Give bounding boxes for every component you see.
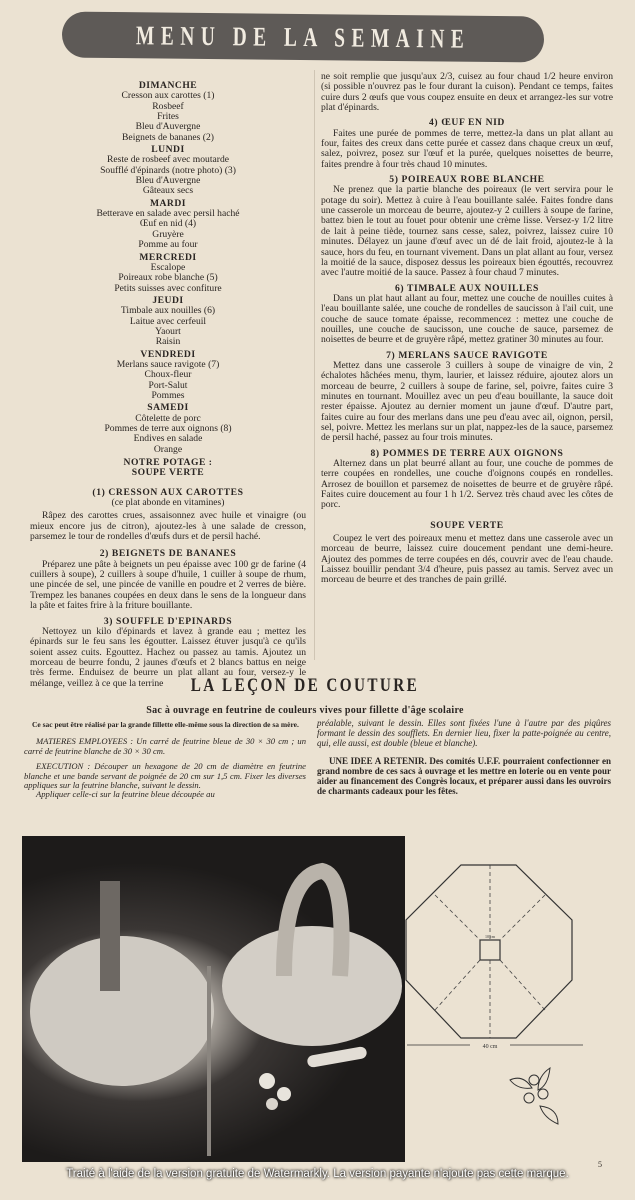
recipe-subtitle: (ce plat abonde en vitamines) [111, 497, 225, 509]
menu-item: Pommes [151, 389, 185, 401]
potage-heading: NOTRE POTAGE : [123, 457, 213, 469]
recipe-body: Ne prenez que la partie blanche des poireaux (le vert servira pour le potage du soir). Mettez à cuire à l'eau bouillante salée. Faites fondre dans une casserole un morceau de beurre, ajoutez-y 2 cuillers à soupe de farine, battez bien le tout au fouet pour obtenir une crème lisse. Versez-y 1/2 litre de lait à peine tiède, tournez sans cesse, salez, poivrez, laissez cuire 10 minutes. Délayez un jaune d'œuf avec un dé de lait froid, ajoutez-le à la sauce, hors du feu, en tournant vivement. Dans un plat allant au four, versez la moitié de la sauce, disposez dessus les poireaux bien égouttés, recouvrez avec l'autre moitié de la sauce. Passez à four chaud 7 minutes. [321, 184, 613, 279]
couture-subtitle: Sac à ouvrage en feutrine de couleurs vives pour fillette d'âge scolaire [146, 705, 464, 716]
menu-item: Gâteaux secs [142, 185, 194, 197]
menu-item: Gruyère [152, 228, 184, 240]
recipe-body: Dans un plat haut allant au four, mettez une couche de nouilles cuites à l'eau bouillante salée, une couche de rondelles de saucisson à l'ail cuit, une couche de sauce tomate épaisse, recommencez : mettez une couche de nouilles, une couche de saucisson, une couche de sauce, parsemez de noisettes de beurre et de gruyère râpé, mettez gratiner 30 minutes au four. [321, 292, 613, 346]
day-heading: MARDI [149, 197, 187, 209]
watermark-notice: Traité à l'aide de la version gratuite de Watermarkly. La version payante n'ajoute pas cette marque. [66, 1168, 569, 1180]
menu-item: Pommes de terre aux oignons (8) [104, 423, 232, 434]
day-heading: VENDREDI [140, 348, 196, 360]
menu-item: Pomme au four [138, 239, 198, 251]
couture-execution: EXECUTION : Découper un hexagone de 20 cm de diamètre en feutrine blanche et une bande servant de poignée de 20 cm sur 1,5 cm. Fixer les diverses appliques sur la feutrine blanche, suivant le dessin. [24, 761, 306, 791]
couture-title: LA LEÇON DE COUTURE [190, 675, 420, 696]
recipe-title: 8) POMMES DE TERRE AUX OIGNONS [370, 447, 564, 459]
menu-item: Escalope [150, 261, 186, 273]
weekly-menu [30, 81, 306, 455]
menu-item: Cresson aux carottes (1) [121, 90, 215, 102]
recipe-body: Alternez dans un plat beurré allant au four, une couche de pommes de terre coupées en rondelles, une couche d'oignons coupés en rondelles. Arrosez de bouillon et parsemez de noisettes de beurre et de gruyère râpé. Faites cuire doucement au four 1 h 1/2. Servez très chaud avec les côtes de porc. [321, 458, 613, 511]
menu-item: Côtelette de porc [135, 412, 201, 424]
day-heading: MERCREDI [139, 251, 197, 263]
couture-right-text [317, 718, 611, 796]
menu-item: Petits suisses avec confiture [114, 282, 222, 294]
recipe-body: Préparez une pâte à beignets un peu épaisse avec 100 gr de farine (4 cuillers à soupe), 2 cuillers à soupe d'huile, 1 cuiller à soupe de rhum, une pincée de sel, une pincée de vanille en poudre et 2 verres de bière. Trempez les bananes coupées en deux dans le sens de la longueur dans la pâte et faites frire à la friture bouillante. [30, 558, 306, 612]
menu-item: Poireaux robe blanche (5) [118, 272, 218, 284]
menu-item: Raisin [155, 336, 181, 348]
recipe-title: 6) TIMBALE AUX NOUILLES [395, 282, 539, 294]
menu-item: Laitue avec cerfeuil [129, 315, 207, 327]
menu-item: Merlans sauce ravigote (7) [116, 358, 220, 370]
recipe-body: Mettez dans une casserole 3 cuillers à soupe de vinaigre de vin, 2 échalotes hâchées menu, thym, laurier, et laissez réduire, ajoutez alors un morceau de beurre, 2 cuillers à soupe de farine, sel, poivre, faites cuire 3 minutes en tournant. Mouillez avec un peu d'eau bouillante, la sauce doit rester épaisse. Ajoutez au dernier moment un jaune d'œuf. D'autre part, faites cuire au four des merlans dans une peu d'eau avec ail, oignon, persil, sel, poivre. Mettez les merlans sur un plat, nappez-les de la sauce, parsemez de persil haché, passez au four trois minutes. [321, 359, 613, 444]
title-banner [62, 11, 544, 62]
page-title: MENU DE LA SEMAINE [135, 19, 471, 54]
right-column [321, 72, 613, 586]
menu-item: Rosbeef [152, 100, 184, 112]
day-heading: JEUDI [152, 294, 184, 306]
recipe-title: 5) POIREAUX ROBE BLANCHE [389, 174, 545, 186]
day-heading: SAMEDI [147, 402, 189, 414]
recipe-title: (1) CRESSON AUX CAROTTES [92, 486, 244, 498]
menu-item: Soufflé d'épinards (notre photo) (3) [100, 164, 236, 176]
bag-pattern-diagram [405, 860, 587, 1050]
couture-intro: Ce sac peut être réalisé par la grande fillette elle-même sous la direction de sa mère. [32, 720, 299, 729]
recipe-title: 4) ŒUF EN NID [429, 117, 505, 129]
menu-item: Endives en salade [133, 433, 203, 445]
recipe-body: Râpez des carottes crues, assaisonnez avec huile et vinaigre (ou mieux encore jus de citron), ajoutez-les à une salade de cresson, parsemez le tour de rondelles d'œufs durs et de persil haché. [30, 510, 306, 543]
flower-applique-icon [508, 1066, 570, 1128]
couture-left-text [24, 720, 306, 806]
recipe-body: Nettoyez un kilo d'épinards et lavez à grande eau ; mettez les épinards sur le feu sans les égoutter. Laissez étuver jusqu'à ce qu'ils soient assez cuits. Egouttez. Hachez ou passez au tamis. Ajoutez un morceau de beurre fondu, 2 jaunes d'œufs et 2 blancs battus en neige très ferme. Enduisez de beurre un plat allant au four, versez-y le mélange, veillez à ce que la terrine [30, 625, 306, 689]
menu-item: Beignets de bananes (2) [122, 131, 214, 143]
sewing-bag-photo [22, 836, 405, 1162]
recipe-body-continued: ne soit remplie que jusqu'aux 2/3, cuisez au four chaud 1/2 heure environ (si possible n'ouvrez pas le four durant la cuison). Pendant ce temps, faites cuire durs 2 œufs que vous coupez ensuite en deux et arrangez-les sur votre plat d'épinards. [321, 71, 613, 114]
recipe-body: Faites une purée de pommes de terre, mettez-la dans un plat allant au four, faites des creux dans cette purée et cassez dans chaque creux un œuf, salez, poivrez, posez sur l'œuf et la purée, quelques noisettes de beurre, faites prendre à four très chaud 10 minutes. [321, 127, 613, 170]
potage-name: SOUPE VERTE [131, 467, 205, 479]
menu-item: Timbale aux nouilles (6) [120, 305, 216, 317]
menu-item: Frites [157, 111, 179, 123]
page-number: 5 [598, 1160, 602, 1169]
sewing-bag-illustration [22, 836, 405, 1162]
recipe-title: SOUPE VERTE [430, 519, 504, 531]
couture-execution-2: Appliquer celle-ci sur la feutrine bleue découpée au [36, 789, 215, 800]
menu-item: Bleu d'Auvergne [135, 121, 201, 133]
menu-item: Œuf en nid (4) [139, 218, 197, 230]
couture-materials: MATIERES EMPLOYEES : Un carré de feutrine bleue de 30 × 30 cm ; un carré de feutrine blanche de 30 × 30 cm. [24, 736, 306, 756]
menu-item: Reste de rosbeef avec moutarde [107, 154, 229, 166]
menu-item: Bleu d'Auvergne [135, 175, 201, 187]
day-heading: LUNDI [151, 144, 185, 156]
couture-execution-continued: préalable, suivant le dessin. Elles sont fixées l'une à l'autre par des piqûres formant le dessin des soufflets. En dernier lieu, fixer la patte-poignée au centre, qui, elle aussi, est double (bleue et blanche). [317, 718, 611, 748]
couture-idea: UNE IDEE A RETENIR. Des comités U.F.F. pourraient confectionner en grand nombre de ces sacs à ouvrage et les mettre en loterie ou en vente pour aider au financement des Congrès locaux, et préparer aussi dans les ouvroirs de charmants cadeaux pour les fêtes. [317, 756, 611, 796]
recipe-body: Coupez le vert des poireaux menu et mettez dans une casserole avec un morceau de beurre, laissez cuire doucement pendant une demi-heure. Ajoutez des pommes de terre coupées en dés, couvrir avec de l'eau chaude. Laissez bouillir pendant 3/4 d'heure, puis passez au tamis. Servez avec un morceau de beurre et des tranches de pain grillé. [321, 533, 613, 586]
menu-item: Port-Salut [148, 379, 188, 391]
diagram-center-label: 10 cm [485, 934, 495, 939]
menu-item: Betterave en salade avec persil haché [96, 208, 240, 220]
diagram-width-label: 40 cm [482, 1044, 498, 1050]
left-column [30, 79, 306, 689]
recipe-title: 7) MERLANS SAUCE RAVIGOTE [386, 349, 548, 361]
day-heading: DIMANCHE [138, 80, 198, 91]
menu-item: Choux-fleur [144, 369, 192, 381]
menu-item: Yaourt [155, 325, 181, 337]
recipe-title: 3) SOUFFLE D'EPINARDS [103, 615, 233, 627]
menu-item: Orange [153, 443, 183, 455]
column-divider [314, 70, 315, 660]
recipe-title: 2) BEIGNETS DE BANANES [99, 548, 237, 560]
